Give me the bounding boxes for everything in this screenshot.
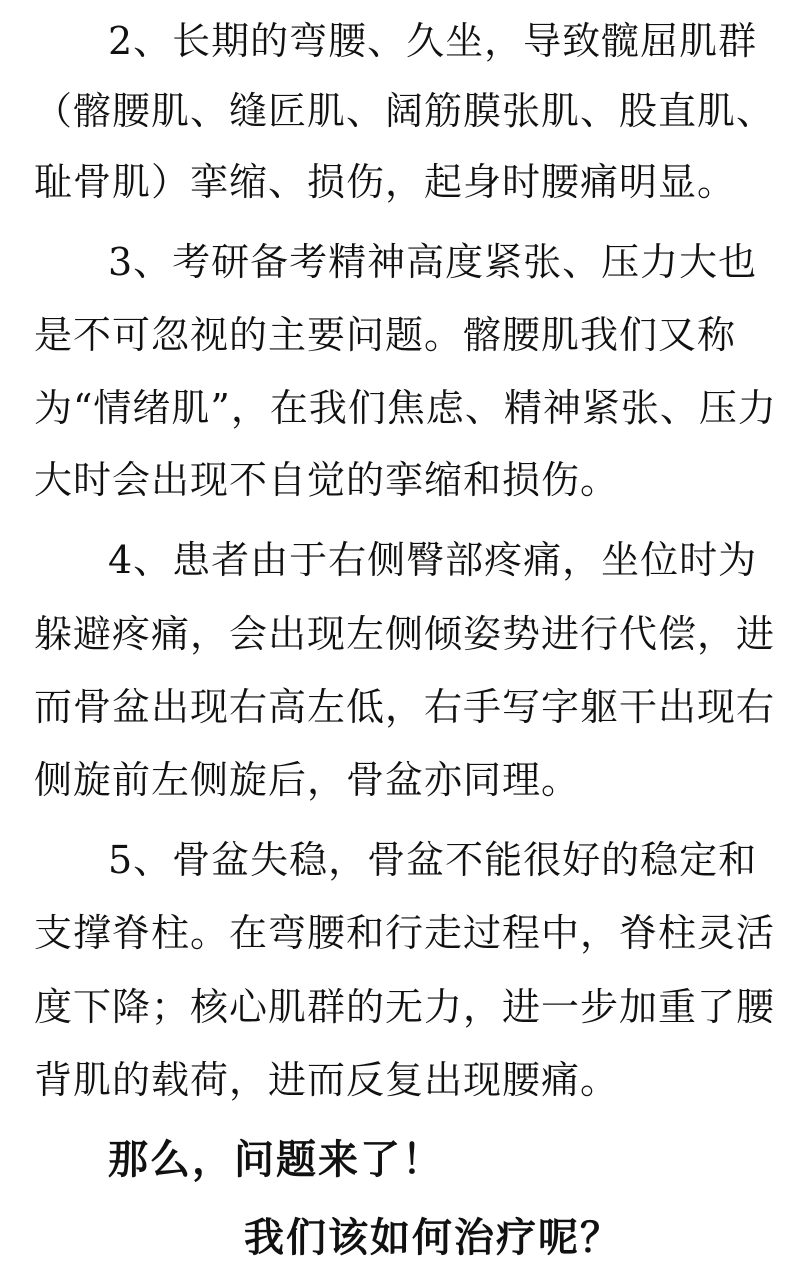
paragraph-2-line-3: 耻骨肌）挛缩、损伤，起身时腰痛明显。 [34, 160, 737, 204]
paragraph-4-line-1: 4、患者由于右侧臀部疼痛，坐位时为 [108, 538, 758, 582]
closing-question-line-2: 我们该如何治疗呢？ [244, 1215, 622, 1261]
paragraph-3-line-4: 大时会出现不自觉的挛缩和损伤。 [34, 458, 620, 502]
paragraph-5-line-1: 5、骨盆失稳，骨盆不能很好的稳定和 [108, 838, 758, 882]
paragraph-2-line-2: （髂腰肌、缝匠肌、阔筋膜张肌、股直肌、 [34, 89, 776, 133]
closing-question-line-1: 那么，问题来了！ [108, 1137, 444, 1183]
paragraph-5-line-4: 背肌的载荷，进而反复出现腰痛。 [34, 1058, 620, 1102]
paragraph-3-line-3: 为“情绪肌”，在我们焦虑、精神紧张、压力 [34, 386, 777, 430]
paragraph-5-line-2: 支撑脊柱。在弯腰和行走过程中，脊柱灵活 [34, 911, 776, 955]
paragraph-4-line-2: 躲避疼痛，会出现左侧倾姿势进行代偿，进 [34, 612, 776, 656]
paragraph-5-line-3: 度下降；核心肌群的无力，进一步加重了腰 [34, 985, 776, 1029]
paragraph-3-line-2: 是不可忽视的主要问题。髂腰肌我们又称 [34, 313, 737, 357]
paragraph-2-line-1: 2、长期的弯腰、久坐，导致髋屈肌群 [108, 19, 758, 63]
paragraph-4-line-3: 而骨盆出现右高左低，右手写字躯干出现右 [34, 685, 776, 729]
paragraph-3-line-1: 3、考研备考精神高度紧张、压力大也 [108, 240, 758, 284]
paragraph-4-line-4: 侧旋前左侧旋后，骨盆亦同理。 [34, 758, 581, 802]
